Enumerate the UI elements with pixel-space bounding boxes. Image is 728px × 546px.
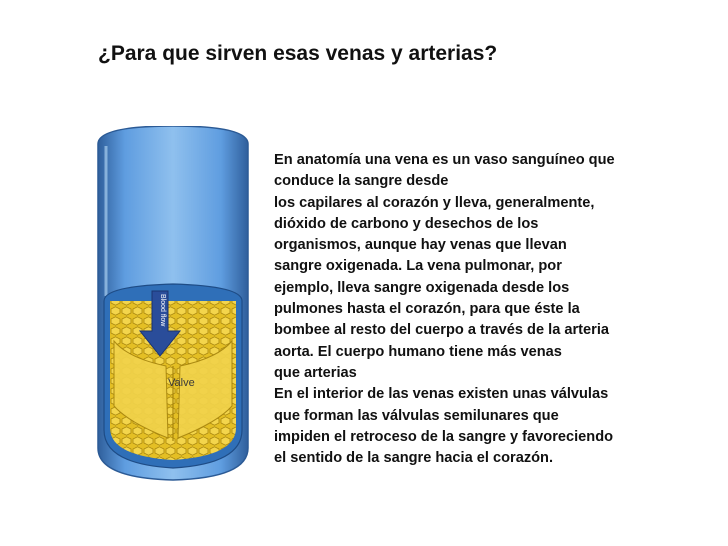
vein-illustration [88,126,258,481]
paragraph-line: que forman las válvulas semilunares que [274,407,559,424]
paragraph-line: los capilares al corazón y lleva, generalmente, [274,194,595,211]
blood-flow-label: Blood flow [159,294,166,327]
paragraph-line: sangre oxigenada. La vena pulmonar, por [274,258,562,275]
paragraph-line: dióxido de carbono y desechos de los [274,215,539,232]
slide-title: ¿Para que sirven esas venas y arterias? [98,42,498,65]
paragraph-line: impiden el retroceso de la sangre y favoreciendo [274,428,614,445]
paragraph-line: conduce la sangre desde [274,173,449,190]
valve-label: Valve [168,377,195,389]
paragraph-line: que arterias [274,364,357,381]
paragraph-line: pulmones hasta el corazón, para que éste la [274,301,580,318]
body-paragraph [274,150,719,469]
paragraph-line: ejemplo, lleva sangre oxigenada desde los [274,279,570,296]
paragraph-line: aorta. El cuerpo humano tiene más venas [274,343,562,360]
paragraph-line: el sentido de la sangre hacia el corazón. [274,450,553,467]
paragraph-line: En el interior de las venas existen unas válvulas [274,386,609,403]
paragraph-line: bombee al resto del cuerpo a través de la arteria [274,322,609,339]
paragraph-line: En anatomía una vena es un vaso sanguíneo que [274,152,615,168]
paragraph-line: organismos, aunque hay venas que llevan [274,237,567,254]
